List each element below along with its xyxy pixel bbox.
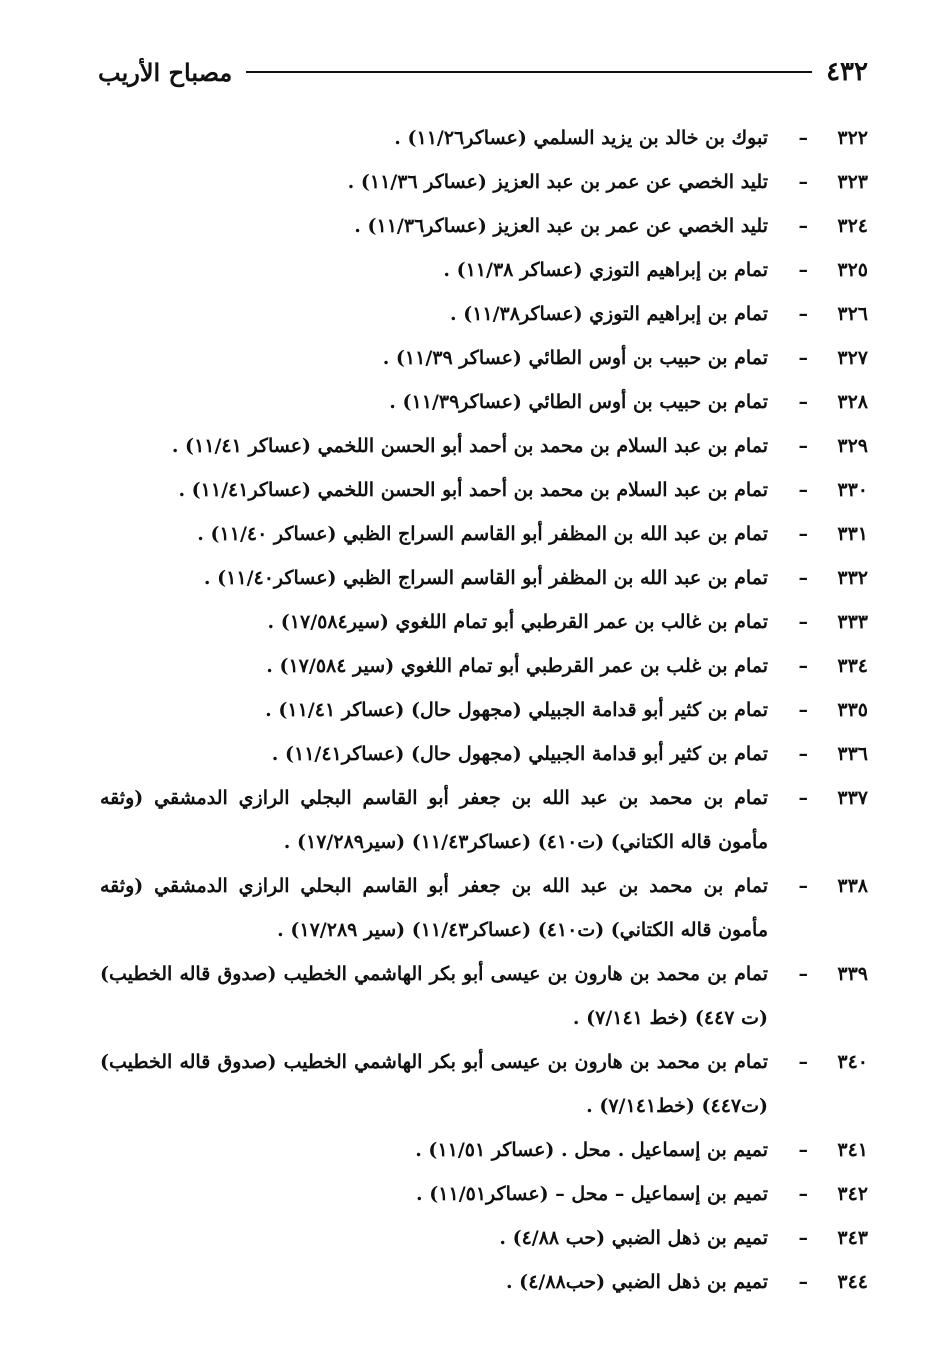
entry-dash: – <box>798 1227 808 1249</box>
entry-number: ٣٢٦ <box>837 303 868 325</box>
list-item <box>100 600 868 644</box>
entry-dash: – <box>798 479 808 501</box>
entry-text: تبوك بن خالد بن يزيد السلمي (عساكر١١/٢٦) . <box>394 127 768 149</box>
list-item <box>100 380 868 424</box>
entry-number: ٣٤٠ <box>837 1051 868 1073</box>
entry-number: ٣٣٢ <box>837 567 868 589</box>
entry-text: تمام بن عبد السلام بن محمد بن أحمد أبو الحسن اللخمي (عساكر ١١/٤١) . <box>171 435 768 457</box>
entry-number: ٣٣٠ <box>837 479 868 501</box>
entry-dash: – <box>798 787 808 809</box>
entry-dash: – <box>798 391 808 413</box>
entry-dash: – <box>798 303 808 325</box>
entry-dash: – <box>798 875 808 897</box>
entry-text: تليد الخصي عن عمر بن عبد العزيز (عساكر١١/٣٦) . <box>354 215 768 237</box>
entry-number: ٣٢٣ <box>837 171 868 193</box>
entry-dash: – <box>798 1271 808 1293</box>
list-item <box>100 1260 868 1304</box>
entry-number: ٣٢٢ <box>837 127 868 149</box>
list-item <box>100 468 868 512</box>
entry-text: تميم بن ذهل الضبي (حب ٤/٨٨) . <box>499 1227 768 1249</box>
entry-dash: – <box>798 127 808 149</box>
entry-dash: – <box>798 171 808 193</box>
entry-number: ٣٣٨ <box>837 875 868 897</box>
list-item <box>100 1128 868 1172</box>
entry-text: تمام بن كثير أبو قدامة الجبيلي (مجهول حال) (عساكر ١١/٤١) . <box>265 699 768 721</box>
entry-text: تمام بن محمد بن هارون بن عيسى أبو بكر الهاشمي الخطيب (صدوق قاله الخطيب) (ت ٤٤٧) (خط ٧/١٤١) . <box>100 963 768 1029</box>
entry-number: ٣٢٨ <box>837 391 868 413</box>
entry-text: تمام بن حبيب بن أوس الطائي (عساكر١١/٣٩) . <box>389 391 768 413</box>
entry-number: ٣٣١ <box>837 523 868 545</box>
entry-text: تمام بن عبد الله بن المظفر أبو القاسم السراج الظبي (عساكر ١١/٤٠) . <box>197 523 768 545</box>
entry-number: ٣٣٣ <box>837 611 868 633</box>
list-item <box>100 248 868 292</box>
list-item <box>100 160 868 204</box>
list-item <box>100 424 868 468</box>
entry-number: ٣٤٣ <box>837 1227 868 1249</box>
entry-number: ٣٣٩ <box>837 963 868 985</box>
entry-text: تمام بن غلب بن عمر القرطبي أبو تمام اللغوي (سير ١٧/٥٨٤) . <box>266 655 768 677</box>
page-number: ٤٣٢ <box>826 57 868 87</box>
list-item <box>100 336 868 380</box>
entry-number: ٣٢٧ <box>837 347 868 369</box>
entry-number: ٣٢٥ <box>837 259 868 281</box>
entry-text: تمام بن عبد السلام بن محمد بن أحمد أبو الحسن اللخمي (عساكر١١/٤١) . <box>178 479 768 501</box>
entry-number: ٣٤٢ <box>837 1183 868 1205</box>
entry-dash: – <box>798 567 808 589</box>
list-item <box>100 292 868 336</box>
entry-text: تمام بن حبيب بن أوس الطائي (عساكر ١١/٣٩) . <box>382 347 768 369</box>
list-item <box>100 864 868 952</box>
entry-dash: – <box>798 435 808 457</box>
list-item <box>100 512 868 556</box>
book-title: مصباح الأريب <box>98 57 233 87</box>
entry-text: تميم بن إسماعيل – محل – (عساكر١١/٥١) . <box>416 1183 768 1205</box>
entry-text: تميم بن ذهل الضبي (حب٤/٨٨) . <box>505 1271 768 1293</box>
entry-dash: – <box>798 259 808 281</box>
list-item <box>100 732 868 776</box>
entry-number: ٣٢٤ <box>837 215 868 237</box>
entry-text: تمام بن غالب بن عمر القرطبي أبو تمام اللغوي (سير١٧/٥٨٤) . <box>267 611 768 633</box>
page-header <box>98 52 868 92</box>
list-item <box>100 116 868 160</box>
list-item <box>100 688 868 732</box>
entry-dash: – <box>798 347 808 369</box>
entry-list <box>100 116 868 1304</box>
entry-number: ٣٤٤ <box>837 1271 868 1293</box>
entry-number: ٣٣٧ <box>837 787 868 809</box>
entry-dash: – <box>798 743 808 765</box>
entry-text: تمام بن كثير أبو قدامة الجبيلي (مجهول حال) (عساكر١١/٤١) . <box>271 743 768 765</box>
list-item <box>100 1172 868 1216</box>
entry-number: ٣٤١ <box>837 1139 868 1161</box>
entry-dash: – <box>798 215 808 237</box>
list-item <box>100 556 868 600</box>
entry-text: تمام بن محمد بن عبد الله بن جعفر أبو القاسم البحلي الرازي الدمشقي (وثقه مأمون قاله الكتاني) (ت٤١٠) (عساكر١١/٤٣) (سير ١٧/٢٨٩) . <box>100 875 768 941</box>
entry-number: ٣٣٥ <box>837 699 868 721</box>
entry-text: تمام بن إبراهيم التوزي (عساكر١١/٣٨) . <box>449 303 768 325</box>
entry-text: تمام بن محمد بن هارون بن عيسى أبو بكر الهاشمي الخطيب (صدوق قاله الخطيب) (ت٤٤٧) (خط٧/١٤١) . <box>100 1051 768 1117</box>
header-rule <box>246 71 812 73</box>
entry-dash: – <box>798 655 808 677</box>
list-item <box>100 644 868 688</box>
entry-text: تميم بن إسماعيل . محل . (عساكر ١١/٥١) . <box>415 1139 768 1161</box>
entry-dash: – <box>798 963 808 985</box>
entry-text: تمام بن إبراهيم التوزي (عساكر ١١/٣٨) . <box>443 259 768 281</box>
entry-dash: – <box>798 1051 808 1073</box>
entry-number: ٣٢٩ <box>837 435 868 457</box>
list-item <box>100 952 868 1040</box>
list-item <box>100 1216 868 1260</box>
list-item <box>100 776 868 864</box>
list-item <box>100 204 868 248</box>
list-item <box>100 1040 868 1128</box>
entry-dash: – <box>798 1183 808 1205</box>
entry-number: ٣٣٦ <box>837 743 868 765</box>
entry-dash: – <box>798 1139 808 1161</box>
entry-dash: – <box>798 611 808 633</box>
entry-dash: – <box>798 523 808 545</box>
entry-text: تمام بن عبد الله بن المظفر أبو القاسم السراج الظبي (عساكر١١/٤٠) . <box>203 567 768 589</box>
entry-dash: – <box>798 699 808 721</box>
entry-number: ٣٣٤ <box>837 655 868 677</box>
entry-text: تليد الخصي عن عمر بن عبد العزيز (عساكر ١١/٣٦) . <box>347 171 768 193</box>
entry-text: تمام بن محمد بن عبد الله بن جعفر أبو القاسم البجلي الرازي الدمشقي (وثقه مأمون قاله الكتاني) (ت٤١٠) (عساكر١١/٤٣) (سير١٧/٢٨٩) . <box>100 787 768 853</box>
